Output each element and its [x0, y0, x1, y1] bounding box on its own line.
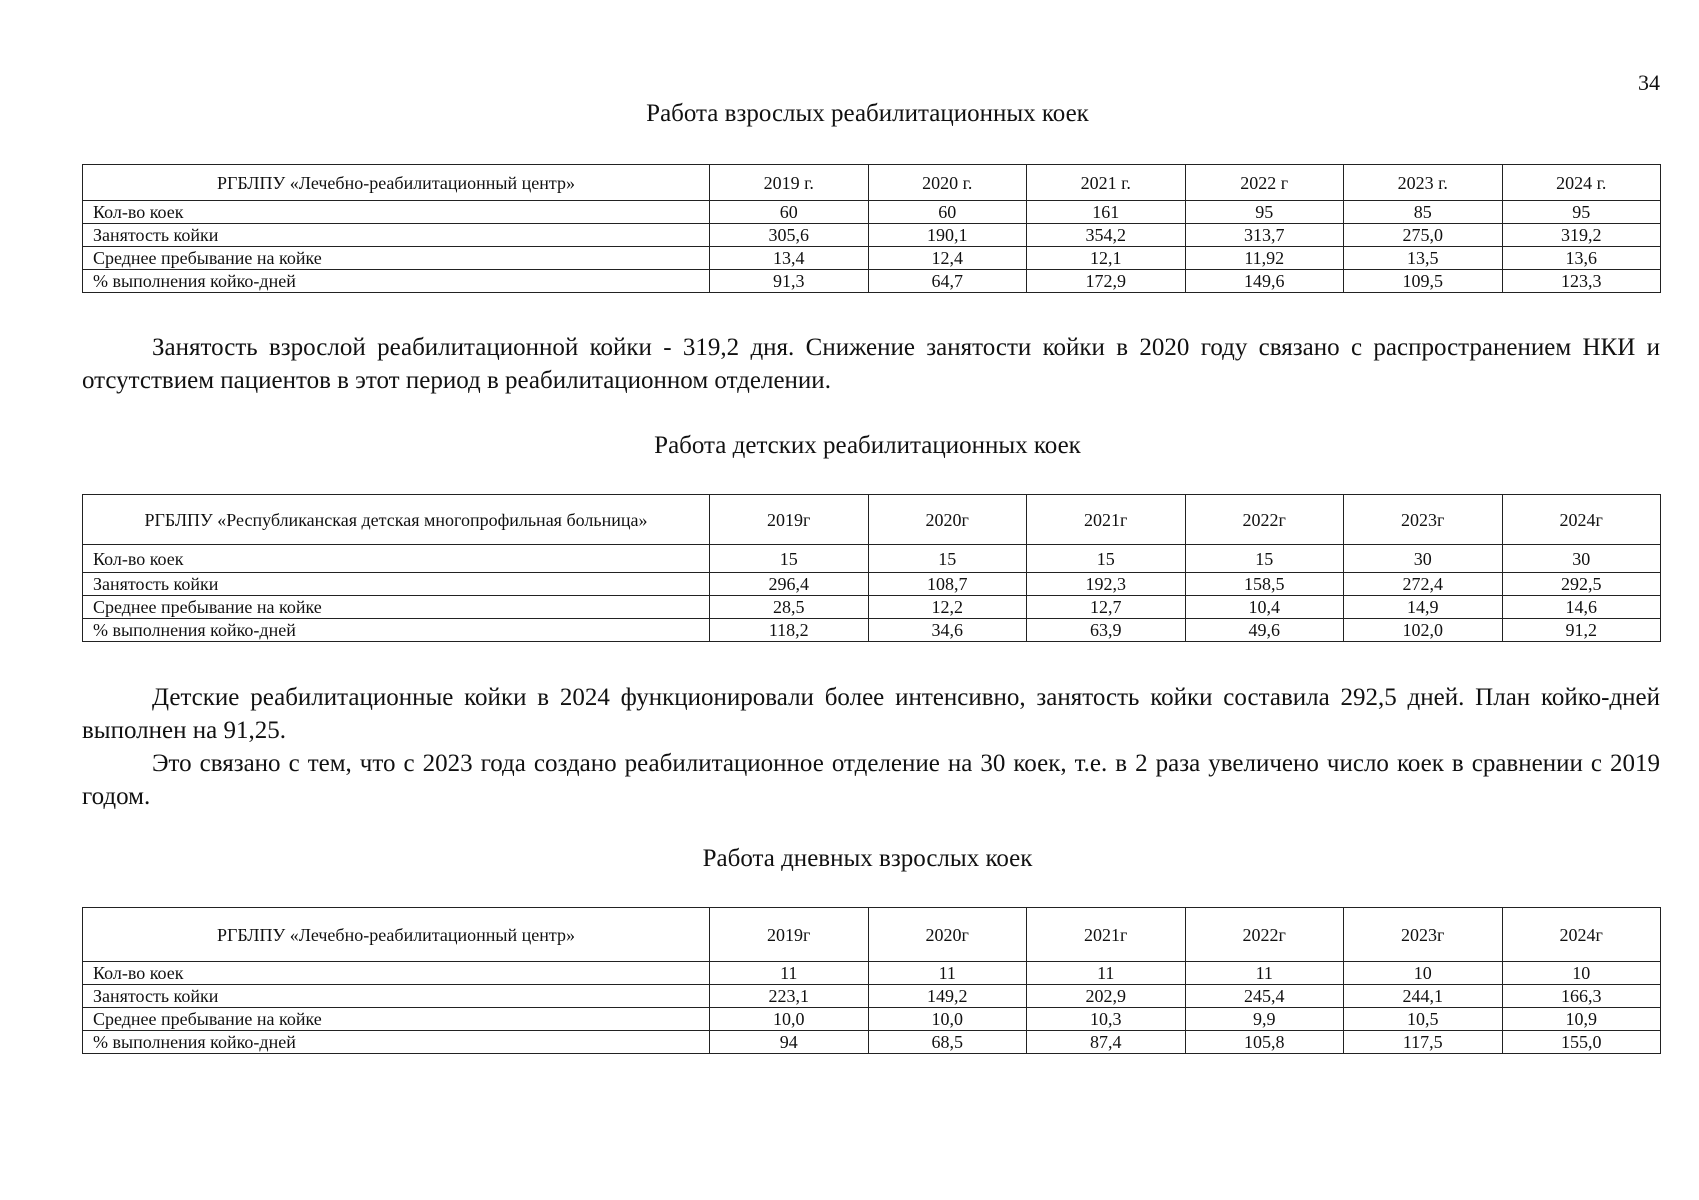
table-day-adult — [82, 907, 1661, 1054]
table-cell: 155,0 — [1502, 1031, 1661, 1054]
table-header-year: 2020г — [868, 495, 1027, 545]
table-cell: 60 — [868, 201, 1027, 224]
table-cell: 64,7 — [868, 270, 1027, 293]
table-cell: 13,6 — [1502, 247, 1661, 270]
table-header-year: 2020 г. — [868, 165, 1027, 201]
table-row — [83, 962, 1661, 985]
table-cell: 12,4 — [868, 247, 1027, 270]
table-cell: 244,1 — [1344, 985, 1503, 1008]
table-row — [83, 545, 1661, 573]
table-row — [83, 1008, 1661, 1031]
table-header-year: 2024г — [1502, 908, 1661, 962]
table-cell: 13,4 — [710, 247, 869, 270]
table-row — [83, 985, 1661, 1008]
table-header-year: 2022г — [1185, 495, 1344, 545]
table-cell: 296,4 — [710, 573, 869, 596]
table-header-org: РГБЛПУ «Лечебно-реабилитационный центр» — [83, 908, 710, 962]
row-label: Занятость койки — [83, 224, 710, 247]
table-row — [83, 1031, 1661, 1054]
table-cell: 91,3 — [710, 270, 869, 293]
table-cell: 91,2 — [1502, 619, 1661, 642]
table-cell: 63,9 — [1027, 619, 1186, 642]
table-cell: 158,5 — [1185, 573, 1344, 596]
table-cell: 11,92 — [1185, 247, 1344, 270]
table-cell: 161 — [1027, 201, 1186, 224]
table-cell: 30 — [1502, 545, 1661, 573]
table-cell: 172,9 — [1027, 270, 1186, 293]
table-row — [83, 573, 1661, 596]
table-cell: 149,2 — [868, 985, 1027, 1008]
table-cell: 10,0 — [710, 1008, 869, 1031]
table-cell: 13,5 — [1344, 247, 1503, 270]
table-header-org: РГБЛПУ «Республиканская детская многопрофильная больница» — [83, 495, 710, 545]
table-row — [83, 201, 1661, 224]
paragraph-child-rehab-reason: Это связано с тем, что с 2023 года создано реабилитационное отделение на 30 коек, т.е. в 2 раза увеличено число коек в сравнении с 2019 годом. — [82, 750, 1660, 810]
section-title-adult-rehab: Работа взрослых реабилитационных коек — [646, 100, 1089, 127]
row-label: % выполнения койко-дней — [83, 1031, 710, 1054]
table-row — [83, 247, 1661, 270]
table-cell: 49,6 — [1185, 619, 1344, 642]
table-cell: 85 — [1344, 201, 1503, 224]
table-cell: 10,4 — [1185, 596, 1344, 619]
row-label: Среднее пребывание на койке — [83, 1008, 710, 1031]
table-cell: 94 — [710, 1031, 869, 1054]
table-cell: 12,1 — [1027, 247, 1186, 270]
table-cell: 14,9 — [1344, 596, 1503, 619]
table-cell: 95 — [1185, 201, 1344, 224]
table-cell: 14,6 — [1502, 596, 1661, 619]
table-cell: 245,4 — [1185, 985, 1344, 1008]
table-header-year: 2020г — [868, 908, 1027, 962]
table-header-row — [83, 908, 1661, 962]
table-cell: 15 — [868, 545, 1027, 573]
table-cell: 118,2 — [710, 619, 869, 642]
table-cell: 354,2 — [1027, 224, 1186, 247]
table-cell: 60 — [710, 201, 869, 224]
table-cell: 10,5 — [1344, 1008, 1503, 1031]
table-cell: 95 — [1502, 201, 1661, 224]
table-adult-rehab — [82, 164, 1661, 293]
table-cell: 68,5 — [868, 1031, 1027, 1054]
paragraph-adult-rehab-note: Занятость взрослой реабилитационной койки - 319,2 дня. Снижение занятости койки в 2020 году связано с распространением НКИ и отсутствием пациентов в этот период в реабилитационном отделении. — [82, 334, 1660, 394]
row-label: % выполнения койко-дней — [83, 619, 710, 642]
table-child-rehab — [82, 494, 1661, 642]
table-header-year: 2024 г. — [1502, 165, 1661, 201]
table-cell: 11 — [1027, 962, 1186, 985]
table-header-year: 2024г — [1502, 495, 1661, 545]
table-cell: 10,0 — [868, 1008, 1027, 1031]
row-label: Среднее пребывание на койке — [83, 247, 710, 270]
table-cell: 223,1 — [710, 985, 869, 1008]
table-cell: 123,3 — [1502, 270, 1661, 293]
table-cell: 10,9 — [1502, 1008, 1661, 1031]
table-cell: 192,3 — [1027, 573, 1186, 596]
page-number: 34 — [1638, 70, 1660, 95]
table-row — [83, 619, 1661, 642]
table-cell: 105,8 — [1185, 1031, 1344, 1054]
table-cell: 12,2 — [868, 596, 1027, 619]
table-header-year: 2022 г — [1185, 165, 1344, 201]
table-header-year: 2022г — [1185, 908, 1344, 962]
table-cell: 313,7 — [1185, 224, 1344, 247]
table-cell: 28,5 — [710, 596, 869, 619]
row-label: Кол-во коек — [83, 201, 710, 224]
paragraph-child-rehab-note: Детские реабилитационные койки в 2024 функционировали более интенсивно, занятость койки составила 292,5 дней. План койко-дней выполнен на 91,25. — [82, 684, 1660, 744]
table-cell: 109,5 — [1344, 270, 1503, 293]
table-cell: 117,5 — [1344, 1031, 1503, 1054]
section-title-day-adult: Работа дневных взрослых коек — [702, 845, 1033, 872]
table-cell: 190,1 — [868, 224, 1027, 247]
table-cell: 108,7 — [868, 573, 1027, 596]
table-header-year: 2021г — [1027, 495, 1186, 545]
table-header-year: 2019г — [710, 908, 869, 962]
table-cell: 149,6 — [1185, 270, 1344, 293]
table-cell: 12,7 — [1027, 596, 1186, 619]
table-header-year: 2023г — [1344, 908, 1503, 962]
table-cell: 15 — [1185, 545, 1344, 573]
table-header-year: 2019г — [710, 495, 869, 545]
table-cell: 272,4 — [1344, 573, 1503, 596]
table-cell: 102,0 — [1344, 619, 1503, 642]
table-row — [83, 270, 1661, 293]
table-row — [83, 224, 1661, 247]
row-label: Среднее пребывание на койке — [83, 596, 710, 619]
table-cell: 305,6 — [710, 224, 869, 247]
table-cell: 166,3 — [1502, 985, 1661, 1008]
section-title-child-rehab: Работа детских реабилитационных коек — [654, 432, 1081, 459]
table-header-row — [83, 165, 1661, 201]
table-cell: 275,0 — [1344, 224, 1503, 247]
table-cell: 10,3 — [1027, 1008, 1186, 1031]
table-cell: 11 — [1185, 962, 1344, 985]
table-header-year: 2023г — [1344, 495, 1503, 545]
table-header-year: 2023 г. — [1344, 165, 1503, 201]
row-label: Кол-во коек — [83, 545, 710, 573]
row-label: Кол-во коек — [83, 962, 710, 985]
table-cell: 15 — [710, 545, 869, 573]
table-cell: 15 — [1027, 545, 1186, 573]
table-cell: 30 — [1344, 545, 1503, 573]
table-header-year: 2021г — [1027, 908, 1186, 962]
row-label: Занятость койки — [83, 573, 710, 596]
table-header-year: 2019 г. — [710, 165, 869, 201]
table-cell: 87,4 — [1027, 1031, 1186, 1054]
table-cell: 202,9 — [1027, 985, 1186, 1008]
row-label: % выполнения койко-дней — [83, 270, 710, 293]
table-cell: 11 — [868, 962, 1027, 985]
table-cell: 9,9 — [1185, 1008, 1344, 1031]
table-cell: 34,6 — [868, 619, 1027, 642]
table-cell: 319,2 — [1502, 224, 1661, 247]
row-label: Занятость койки — [83, 985, 710, 1008]
table-header-year: 2021 г. — [1027, 165, 1186, 201]
table-header-org: РГБЛПУ «Лечебно-реабилитационный центр» — [83, 165, 710, 201]
table-row — [83, 596, 1661, 619]
table-cell: 11 — [710, 962, 869, 985]
table-cell: 10 — [1502, 962, 1661, 985]
table-header-row — [83, 495, 1661, 545]
table-cell: 292,5 — [1502, 573, 1661, 596]
table-cell: 10 — [1344, 962, 1503, 985]
